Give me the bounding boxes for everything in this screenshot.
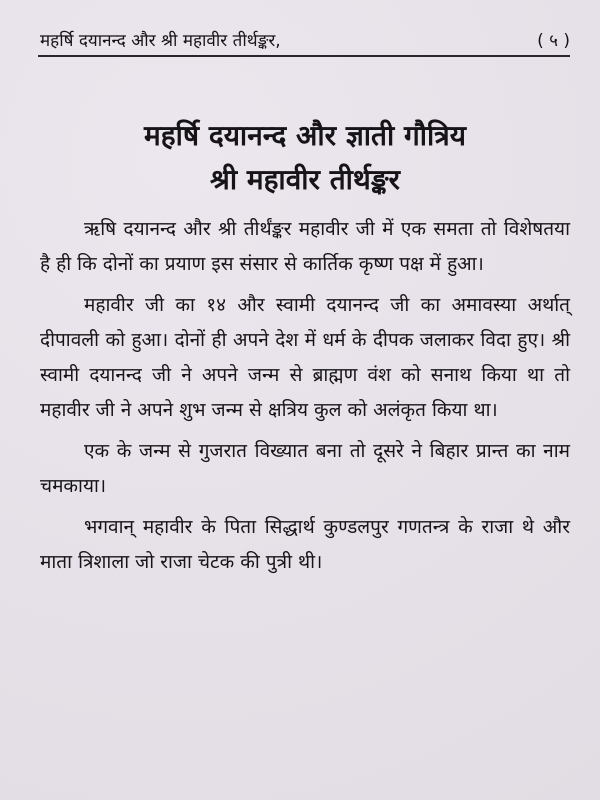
- body-text: [40, 212, 570, 586]
- paragraph-2: महावीर जी का १४ और स्वामी दयानन्द जी का अमावस्या अर्थात् दीपावली को हुआ। दोनों ही अपने देश में धर्म के दीपक जलाकर विदा हुए। श्री स्वामी दयानन्द जी ने अपने जन्म से ब्राह्मण वंश को सनाथ किया था तो महावीर जी ने अपने शुभ जन्म से क्षत्रिय कुल को अलंकृत किया था।: [40, 294, 570, 421]
- page-number: ( ५ ): [537, 31, 570, 51]
- chapter-title-line-1: महर्षि दयानन्द और ज्ञाती गौत्रिय: [144, 119, 466, 152]
- paragraph-1: ऋषि दयानन्द और श्री तीर्थंङ्कर महावीर जी में एक समता तो विशेषतया है ही कि दोनों का प्रयाण इस संसार से कार्तिक कृष्ण पक्ष में हुआ।: [40, 218, 570, 275]
- running-head: [40, 28, 570, 54]
- paragraph-3: एक के जन्म से गुजरात विख्यात बना तो दूसरे ने बिहार प्रान्त का नाम चमकाया।: [40, 440, 570, 497]
- running-head-title: महर्षि दयानन्द और श्री महावीर तीर्थङ्कर,: [40, 31, 281, 51]
- paragraph-4: भगवान् महावीर के पिता सिद्धार्थ कुण्डलपुर गणतन्त्र के राजा थे और माता त्रिशाला जो राजा चेटक की पुत्री थी।: [40, 516, 570, 573]
- chapter-title-line-2: श्री महावीर तीर्थङ्कर: [210, 163, 400, 196]
- header-rule: [38, 55, 570, 57]
